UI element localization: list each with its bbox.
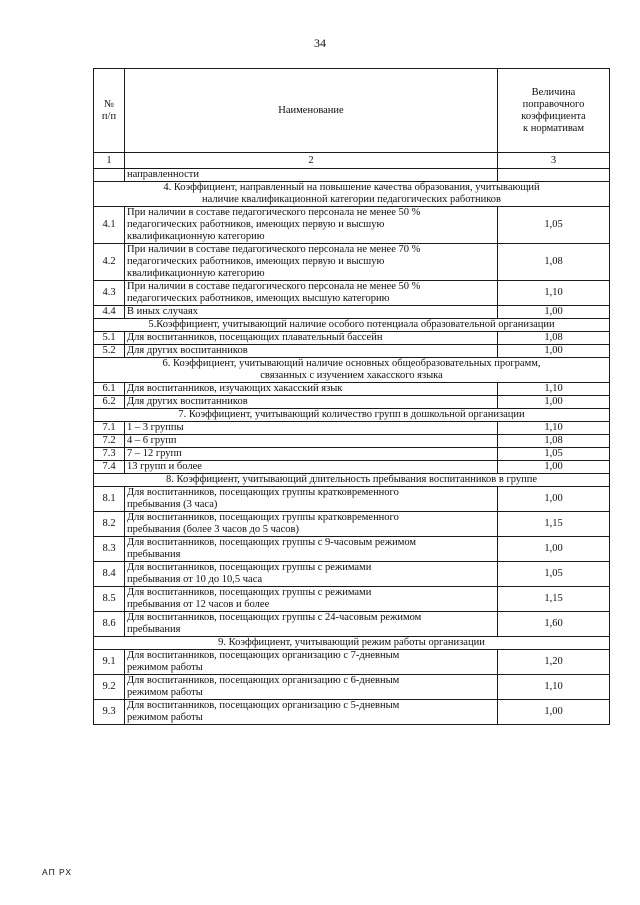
page-number: 34 bbox=[314, 36, 326, 50]
table-row bbox=[94, 461, 610, 474]
row-value: 1,10 bbox=[498, 383, 610, 396]
row-name: В иных случаях bbox=[125, 306, 498, 319]
row-value: 1,08 bbox=[498, 332, 610, 345]
row-value: 1,00 bbox=[498, 537, 610, 562]
section-title: 4. Коэффициент, направленный на повышение качества образования, учитывающий наличие квалификационной категории педагогических работников bbox=[94, 182, 610, 207]
column-numbers-row bbox=[94, 153, 610, 169]
row-number: 4.1 bbox=[94, 207, 125, 244]
section-row bbox=[94, 474, 610, 487]
row-name: Для других воспитанников bbox=[125, 345, 498, 358]
row-name: При наличии в составе педагогического персонала не менее 50 % педагогических работников, имеющих первую и высшую квалификационную категорию bbox=[125, 207, 498, 244]
row-value: 1,00 bbox=[498, 461, 610, 474]
row-number: 8.3 bbox=[94, 537, 125, 562]
row-name: 1 – 3 группы bbox=[125, 422, 498, 435]
row-value: 1,15 bbox=[498, 587, 610, 612]
continuation-text: направленности bbox=[125, 169, 498, 182]
table-row bbox=[94, 244, 610, 281]
table-row bbox=[94, 422, 610, 435]
section-title: 7. Коэффициент, учитывающий количество групп в дошкольной организации bbox=[94, 409, 610, 422]
row-value: 1,00 bbox=[498, 306, 610, 319]
row-value: 1,05 bbox=[498, 448, 610, 461]
row-number: 6.2 bbox=[94, 396, 125, 409]
row-number: 5.1 bbox=[94, 332, 125, 345]
section-title: 9. Коэффициент, учитывающий режим работы организации bbox=[94, 637, 610, 650]
row-name: При наличии в составе педагогического персонала не менее 70 % педагогических работников, имеющих первую и высшую квалификационную категорию bbox=[125, 244, 498, 281]
row-number: 7.4 bbox=[94, 461, 125, 474]
header-number: № п/п bbox=[94, 69, 125, 153]
table-row bbox=[94, 207, 610, 244]
table-row bbox=[94, 281, 610, 306]
table-row bbox=[94, 306, 610, 319]
row-name: Для воспитанников, посещающих организацию с 6-дневным режимом работы bbox=[125, 675, 498, 700]
row-number: 8.6 bbox=[94, 612, 125, 637]
row-name: Для воспитанников, посещающих организацию с 7-дневным режимом работы bbox=[125, 650, 498, 675]
row-number: 9.3 bbox=[94, 700, 125, 725]
row-name: 7 – 12 групп bbox=[125, 448, 498, 461]
row-name: Для воспитанников, посещающих группы кратковременного пребывания (3 часа) bbox=[125, 487, 498, 512]
header-name: Наименование bbox=[125, 69, 498, 153]
table-row bbox=[94, 537, 610, 562]
row-number: 6.1 bbox=[94, 383, 125, 396]
column-number: 2 bbox=[125, 153, 498, 169]
section-row bbox=[94, 409, 610, 422]
row-number: 7.3 bbox=[94, 448, 125, 461]
row-number: 8.1 bbox=[94, 487, 125, 512]
table-row bbox=[94, 396, 610, 409]
row-name: Для воспитанников, посещающих группы кратковременного пребывания (более 3 часов до 5 часов) bbox=[125, 512, 498, 537]
row-value: 1,20 bbox=[498, 650, 610, 675]
row-name: Для воспитанников, посещающих плавательный бассейн bbox=[125, 332, 498, 345]
section-title: 6. Коэффициент, учитывающий наличие основных общеобразовательных программ, связанных с изучением хакасского языка bbox=[94, 358, 610, 383]
row-name: Для воспитанников, посещающих группы с режимами пребывания от 12 часов и более bbox=[125, 587, 498, 612]
table-row bbox=[94, 345, 610, 358]
row-name: Для воспитанников, изучающих хакасский язык bbox=[125, 383, 498, 396]
row-name: 13 групп и более bbox=[125, 461, 498, 474]
table-row bbox=[94, 612, 610, 637]
row-number: 4.3 bbox=[94, 281, 125, 306]
row-value: 1,10 bbox=[498, 281, 610, 306]
row-name: 4 – 6 групп bbox=[125, 435, 498, 448]
row-number: 9.1 bbox=[94, 650, 125, 675]
table-row bbox=[94, 435, 610, 448]
row-number: 7.2 bbox=[94, 435, 125, 448]
table-row bbox=[94, 332, 610, 345]
row-number: 5.2 bbox=[94, 345, 125, 358]
row-number: 8.4 bbox=[94, 562, 125, 587]
row-name: Для других воспитанников bbox=[125, 396, 498, 409]
row-name: Для воспитанников, посещающих группы с 9-часовым режимом пребывания bbox=[125, 537, 498, 562]
row-number: 8.2 bbox=[94, 512, 125, 537]
row-number: 8.5 bbox=[94, 587, 125, 612]
table-row bbox=[94, 487, 610, 512]
continuation-value bbox=[498, 169, 610, 182]
row-name: Для воспитанников, посещающих организацию с 5-дневным режимом работы bbox=[125, 700, 498, 725]
table-row bbox=[94, 700, 610, 725]
row-value: 1,00 bbox=[498, 700, 610, 725]
section-row bbox=[94, 358, 610, 383]
row-value: 1,15 bbox=[498, 512, 610, 537]
column-number: 3 bbox=[498, 153, 610, 169]
row-value: 1,08 bbox=[498, 435, 610, 448]
section-row bbox=[94, 319, 610, 332]
section-row bbox=[94, 182, 610, 207]
continuation-row bbox=[94, 169, 610, 182]
row-number: 4.2 bbox=[94, 244, 125, 281]
row-value: 1,00 bbox=[498, 396, 610, 409]
coefficients-table bbox=[93, 68, 610, 725]
row-value: 1,60 bbox=[498, 612, 610, 637]
row-number: 4.4 bbox=[94, 306, 125, 319]
header-value: Величина поправочного коэффициента к нормативам bbox=[498, 69, 610, 153]
section-row bbox=[94, 637, 610, 650]
row-name: Для воспитанников, посещающих группы с режимами пребывания от 10 до 10,5 часа bbox=[125, 562, 498, 587]
coefficients-table-body bbox=[94, 69, 610, 725]
row-value: 1,00 bbox=[498, 345, 610, 358]
table-row bbox=[94, 587, 610, 612]
row-number: 7.1 bbox=[94, 422, 125, 435]
table-row bbox=[94, 383, 610, 396]
table-row bbox=[94, 650, 610, 675]
section-title: 8. Коэффициент, учитывающий длительность пребывания воспитанников в группе bbox=[94, 474, 610, 487]
row-value: 1,05 bbox=[498, 207, 610, 244]
row-value: 1,10 bbox=[498, 675, 610, 700]
table-row bbox=[94, 675, 610, 700]
table-row bbox=[94, 512, 610, 537]
section-title: 5.Коэффициент, учитывающий наличие особого потенциала образовательной организации bbox=[94, 319, 610, 332]
footer-mark: АП РХ bbox=[42, 867, 73, 877]
row-name: Для воспитанников, посещающих группы с 24-часовым режимом пребывания bbox=[125, 612, 498, 637]
row-value: 1,10 bbox=[498, 422, 610, 435]
continuation-number bbox=[94, 169, 125, 182]
row-value: 1,08 bbox=[498, 244, 610, 281]
table-row bbox=[94, 448, 610, 461]
row-name: При наличии в составе педагогического персонала не менее 50 % педагогических работников, имеющих высшую категорию bbox=[125, 281, 498, 306]
row-value: 1,00 bbox=[498, 487, 610, 512]
row-number: 9.2 bbox=[94, 675, 125, 700]
table-header-row bbox=[94, 69, 610, 153]
table-row bbox=[94, 562, 610, 587]
row-value: 1,05 bbox=[498, 562, 610, 587]
column-number: 1 bbox=[94, 153, 125, 169]
